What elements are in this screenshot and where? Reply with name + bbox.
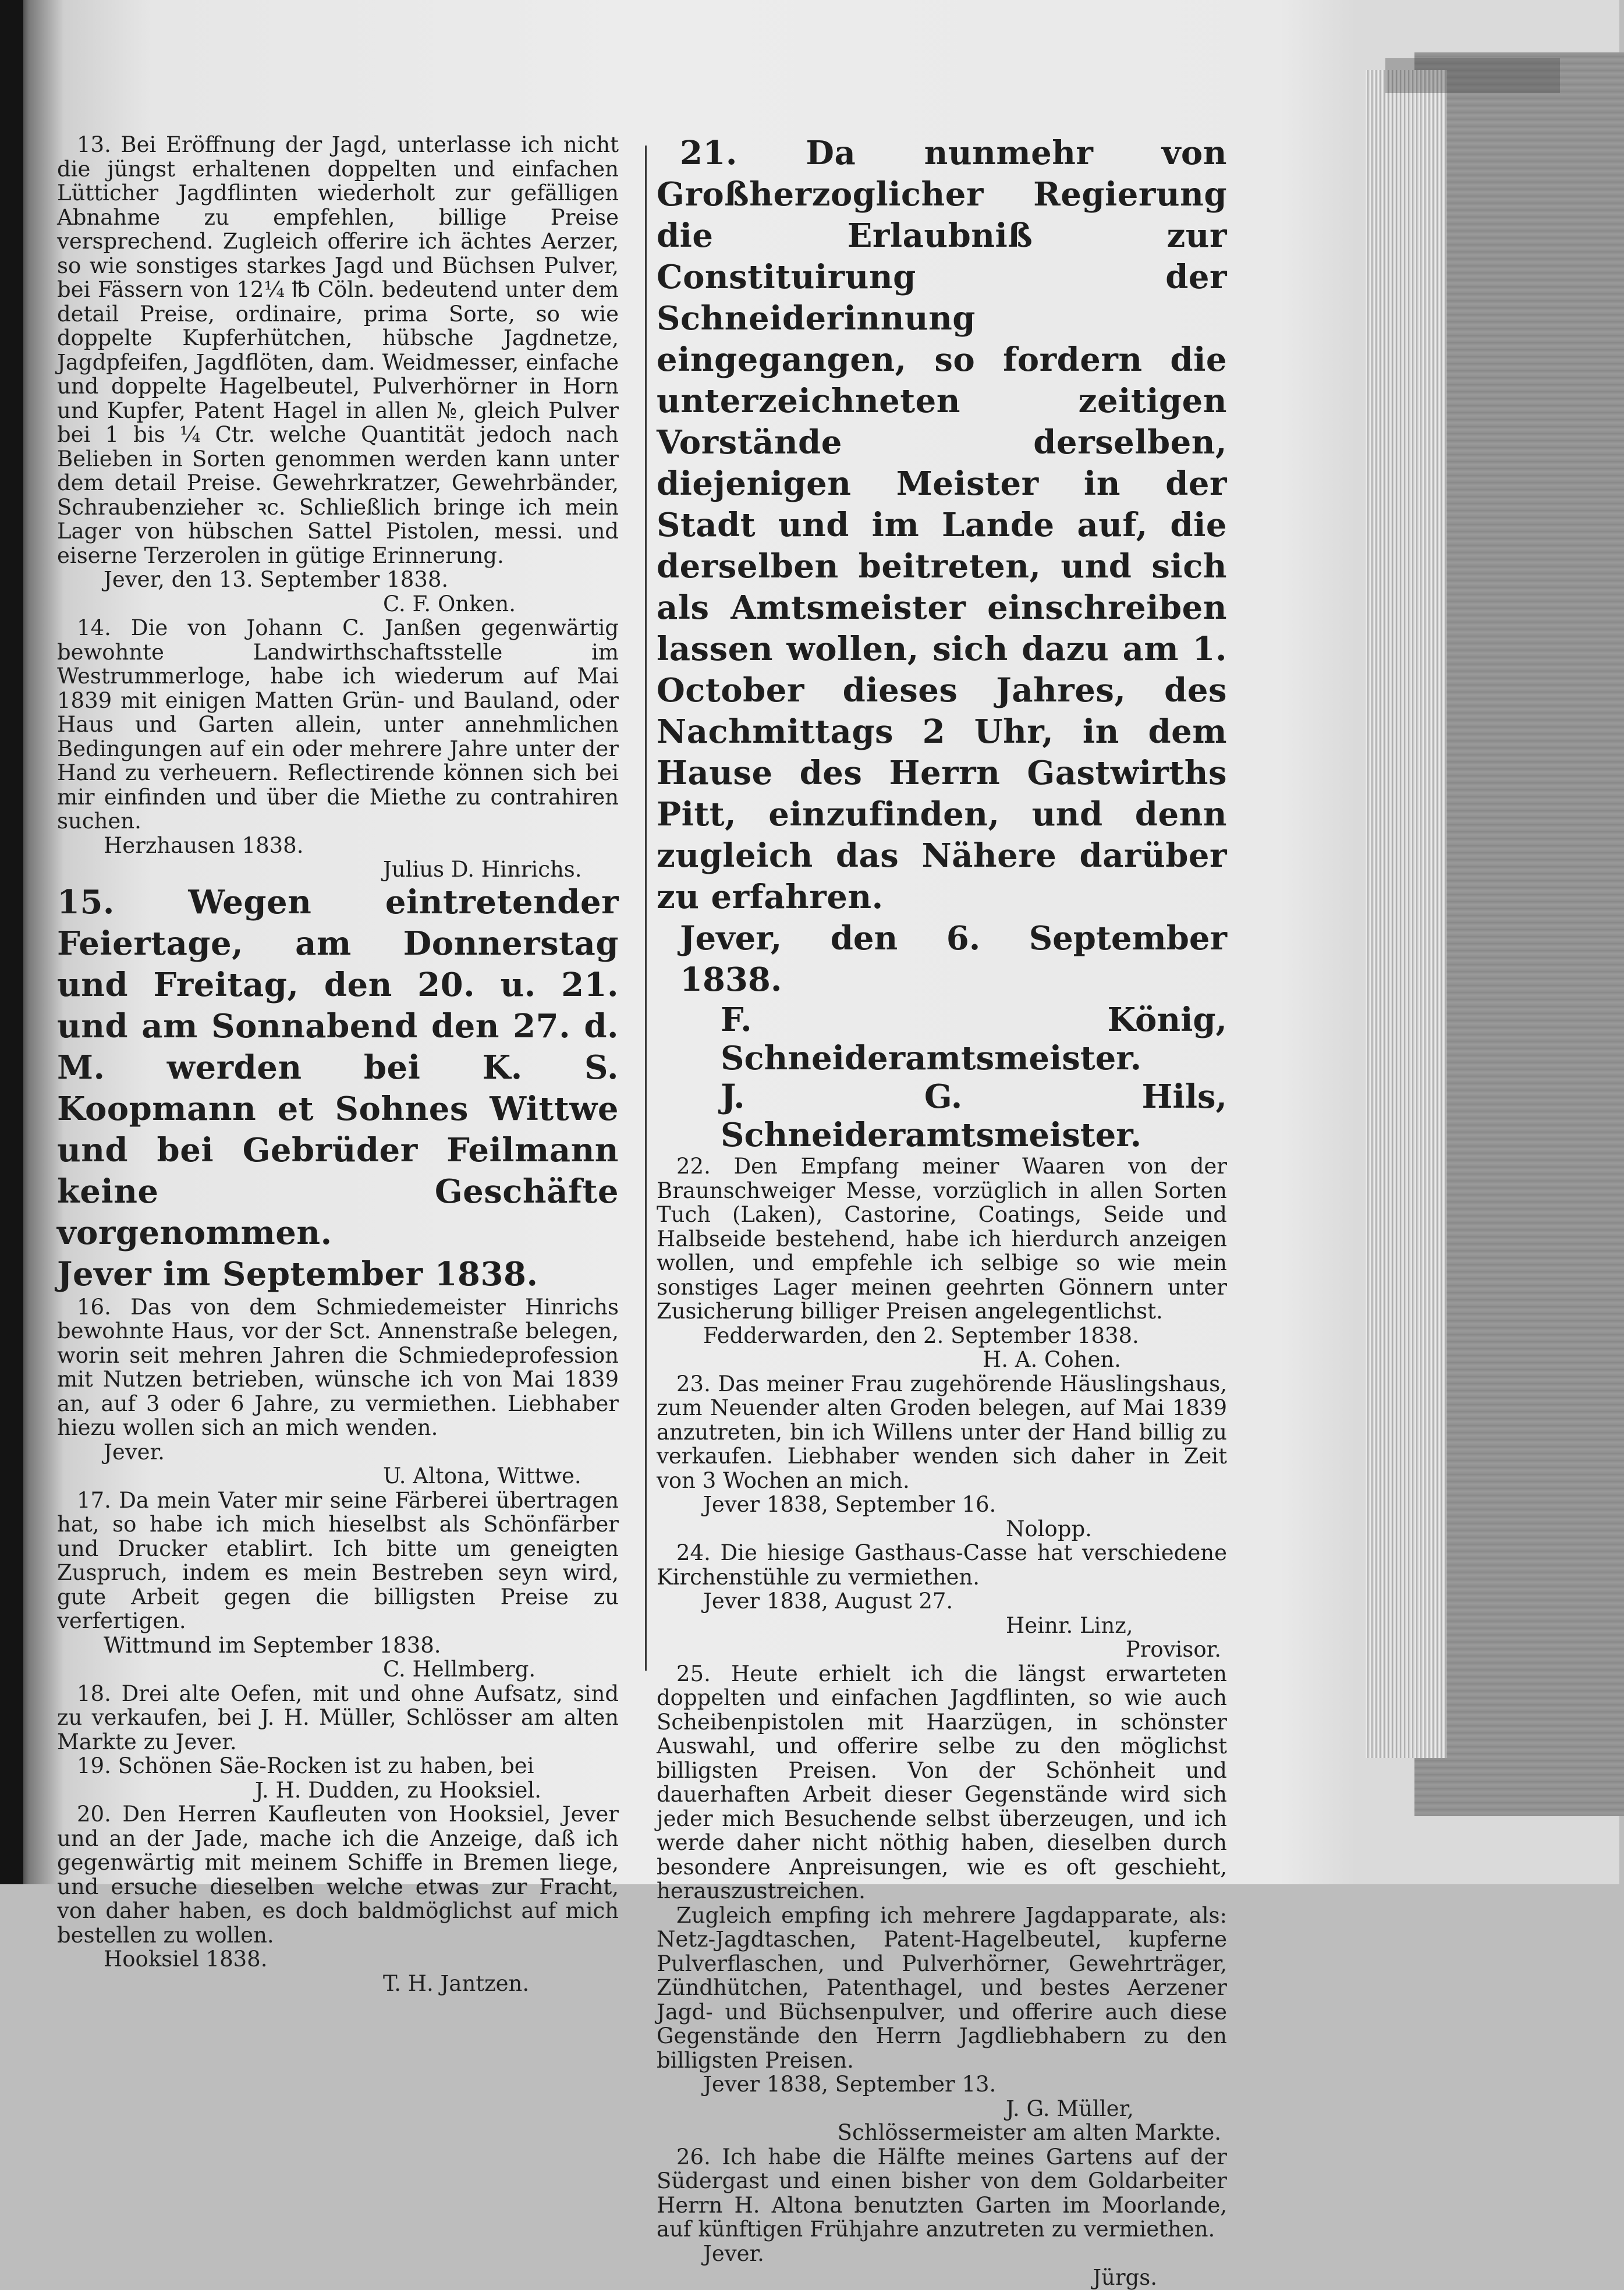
ad-14-date: Herzhausen 1838.: [104, 832, 304, 858]
cover-shadow: [1385, 58, 1560, 93]
ad-24-text: 24. Die hiesige Gasthaus-Casse hat verschiedene Kirchenstühle zu vermiethen.: [657, 1540, 1227, 1590]
ad-20-signature: T. H. Jantzen.: [383, 1970, 530, 1996]
ad-25-signature-2: Schlössermeister am alten Markte.: [837, 2120, 1221, 2145]
ad-21-text: 21. Da nunmehr von Großherzoglicher Regierung die Erlaubniß zur Constituirung der Schneiderinnung eingegangen, so fordern die unterzeichneten zeitigen Vorstände derselben, diejenigen Meister in der Stadt und im Lande auf, die derselben beitreten, und sich als Amtsmeister einschreiben lassen wollen, sich dazu am 1. October dieses Jahres, des Nachmittags 2 Uhr, in dem Hause des Herrn Gastwirths Pitt, einzufinden, und denn zugleich das Nähere darüber zu erfahren.: [657, 134, 1227, 916]
ad-16-date: Jever.: [104, 1439, 165, 1465]
ad-24-signature-1: Heinr. Linz,: [1006, 1612, 1133, 1638]
ad-13-signature: C. F. Onken.: [383, 591, 516, 616]
ad-26-signature: Jürgs.: [1093, 2265, 1157, 2290]
ad-24-signature-2: Provisor.: [1125, 1637, 1221, 1662]
ad-14-signature: Julius D. Hinrichs.: [383, 857, 582, 882]
ad-15-date: Jever im September 1838.: [57, 1254, 538, 1293]
ad-21-signature-2: J. G. Hils, Schneideramtsmeister.: [721, 1077, 1227, 1154]
ad-25-date: Jever 1838, September 13.: [703, 2072, 997, 2097]
ad-13-text: 13. Bei Eröffnung der Jagd, unterlasse ich nicht die jüngst erhaltenen doppelten und einfachen Lütticher Jagdflinten wiederholt zur gefälligen Abnahme zu empfehlen, billige Preise versprechend. Zugleich offerire ich ächtes Aerzer, so wie sonstiges starkes Jagd und Büchsen Pulver, bei Fässern von 12¼ ℔ Cöln. bedeutend unter dem detail Preise, ordinaire, prima Sorte, so wie doppelte Kupferhütchen, hübsche Jagdnetze, Jagdpfeifen, Jagdflöten, dam. Weidmesser, einfache und doppelte Hagelbeutel, Pulverhörner in Horn und Kupfer, Patent Hagel in allen №, gleich Pulver bei 1 bis ¼ Ctr. welche Quantität jedoch nach Belieben in Sorten genommen werden kann unter dem detail Preise. Gewehrkratzer, Gewehrbänder, Schraubenzieher ꝛc. Schließlich bringe ich mein Lager von hübschen Sattel Pistolen, messi. und eiserne Terzerolen in gütige Erinnerung.: [57, 132, 619, 568]
ad-25-signature-1: J. G. Müller,: [1006, 2096, 1134, 2121]
ad-16-signature: U. Altona, Wittwe.: [383, 1463, 581, 1488]
right-column: [657, 133, 1227, 2290]
binding-shadow: [0, 0, 23, 1884]
ad-18-text: 18. Drei alte Oefen, mit und ohne Aufsatz, sind zu verkaufen, bei J. H. Müller, Schlösser am alten Markte zu Jever.: [57, 1681, 619, 1754]
ad-24-date: Jever 1838, August 27.: [703, 1589, 953, 1614]
ad-23-signature: Nolopp.: [1006, 1516, 1092, 1541]
ad-22-text: 22. Den Empfang meiner Waaren von der Braunschweiger Messe, vorzüglich in allen Sorten Tuch (Laken), Castorine, Coatings, Seide und Halbseide bestehend, habe ich hierdurch anzeigen wollen, und empfehle ich selbige so wie mein sonstiges Lager meinen geehrten Gönnern unter Zusicherung billiger Preisen angelegentlichst.: [657, 1154, 1227, 1324]
ad-23-date: Jever 1838, September 16.: [703, 1492, 997, 1517]
ad-23-text: 23. Das meiner Frau zugehörende Häuslingshaus, zum Neuender alten Groden belegen, auf Mai 1839 anzutreten, bin ich Willens unter der Hand billig zu verkaufen. Liebhaber wenden sich daher in Zeit von 3 Wochen an mich.: [657, 1371, 1227, 1493]
ad-20-text: 20. Den Herren Kaufleuten von Hooksiel, Jever und an der Jade, mache ich die Anzeige, daß ich gegenwärtig mit meinem Schiffe in Bremen liege, und ersuche dieselben welche etwas zur Fracht, von daher haben, es doch baldmöglichst auf mich bestellen zu wollen.: [57, 1802, 619, 1948]
ad-14-text: 14. Die von Johann C. Janßen gegenwärtig bewohnte Landwirthschaftsstelle im Westrummerloge, habe ich wiederum auf Mai 1839 mit einigen Matten Grün- und Bauland, oder Haus und Garten allein, unter annehmlichen Bedingungen auf ein oder mehrere Jahre unter der Hand zu verheuern. Reflectirende können sich bei mir einfinden und über die Miethe zu contrahiren suchen.: [57, 615, 619, 834]
ad-22-date: Fedderwarden, den 2. September 1838.: [703, 1323, 1139, 1348]
ad-17-signature: C. Hellmberg.: [383, 1657, 536, 1682]
ad-16-text: 16. Das von dem Schmiedemeister Hinrichs bewohnte Haus, vor der Sct. Annenstraße belegen, worin seit mehren Jahren die Schmiedeprofession mit Nutzen betrieben, wünsche ich von Mai 1839 an, auf 3 oder 6 Jahre, zu vermiethen. Liebhaber hiezu wollen sich an mich wenden.: [57, 1294, 619, 1440]
ad-21-signature-1: F. König, Schneideramtsmeister.: [721, 1001, 1227, 1077]
left-column: [57, 133, 619, 1995]
column-rule: [645, 146, 647, 1671]
ad-19-text: 19. Schönen Säe-Rocken ist zu haben, bei: [77, 1753, 534, 1778]
ad-25-text: 25. Heute erhielt ich die längst erwarteten doppelten und einfachen Jagdflinten, so wie auch Scheibenpistolen mit Haarzügen, in schönster Auswahl, und offerire selbe zu den möglichst billigsten Preisen. Von der Schönheit und dauerhaften Arbeit dieser Gegenstände wird sich jeder mich Besuchende selbst überzeugen, und ich werde daher nicht nöthig haben, dieselben durch besondere Anpreisungen, wie es oft geschieht, herauszustreichen.: [657, 1661, 1227, 1903]
ad-26-date: Jever.: [703, 2241, 764, 2266]
ad-19-signature: J. H. Dudden, zu Hooksiel.: [255, 1777, 542, 1803]
ad-17-text: 17. Da mein Vater mir seine Färberei übertragen hat, so habe ich mich hieselbst als Schönfärber und Drucker etablirt. Ich bitte um geneigten Zuspruch, indem es mein Bestreben seyn wird, gute Arbeit gegen die billigsten Preise zu verfertigen.: [57, 1487, 619, 1633]
ad-17-date: Wittmund im September 1838.: [104, 1632, 441, 1658]
ad-15-text: 15. Wegen eintretender Feiertage, am Donnerstag und Freitag, den 20. u. 21. und am Sonnabend den 27. d. M. werden bei K. S. Koopmann et Sohnes Wittwe und bei Gebrüder Feilmann keine Geschäfte vorgenommen.: [57, 882, 619, 1252]
ad-22-signature: H. A. Cohen.: [983, 1347, 1121, 1372]
page-edges: [1365, 70, 1446, 1758]
ad-21-date: Jever, den 6. September 1838.: [680, 919, 1227, 999]
ad-13-date: Jever, den 13. September 1838.: [104, 567, 449, 592]
ad-25-text-2: Zugleich empfing ich mehrere Jagdapparate, als: Netz-Jagdtaschen, Patent-Hagelbeutel, kupferne Pulverflaschen, und Pulverhörner, Gewehrträger, Zündhütchen, Patenthagel, und bestes Aerzener Jagd- und Büchsenpulver, und offerire auch diese Gegenstände den Herrn Jagdliebhabern zu den billigsten Preisen.: [657, 1902, 1227, 2073]
ad-20-date: Hooksiel 1838.: [104, 1947, 268, 1972]
ad-26-text: 26. Ich habe die Hälfte meines Gartens auf der Südergast und einen bisher von dem Goldarbeiter Herrn H. Altona benutzten Garten im Moorlande, auf künftigen Frühjahre anzutreten zu vermiethen.: [657, 2144, 1227, 2242]
